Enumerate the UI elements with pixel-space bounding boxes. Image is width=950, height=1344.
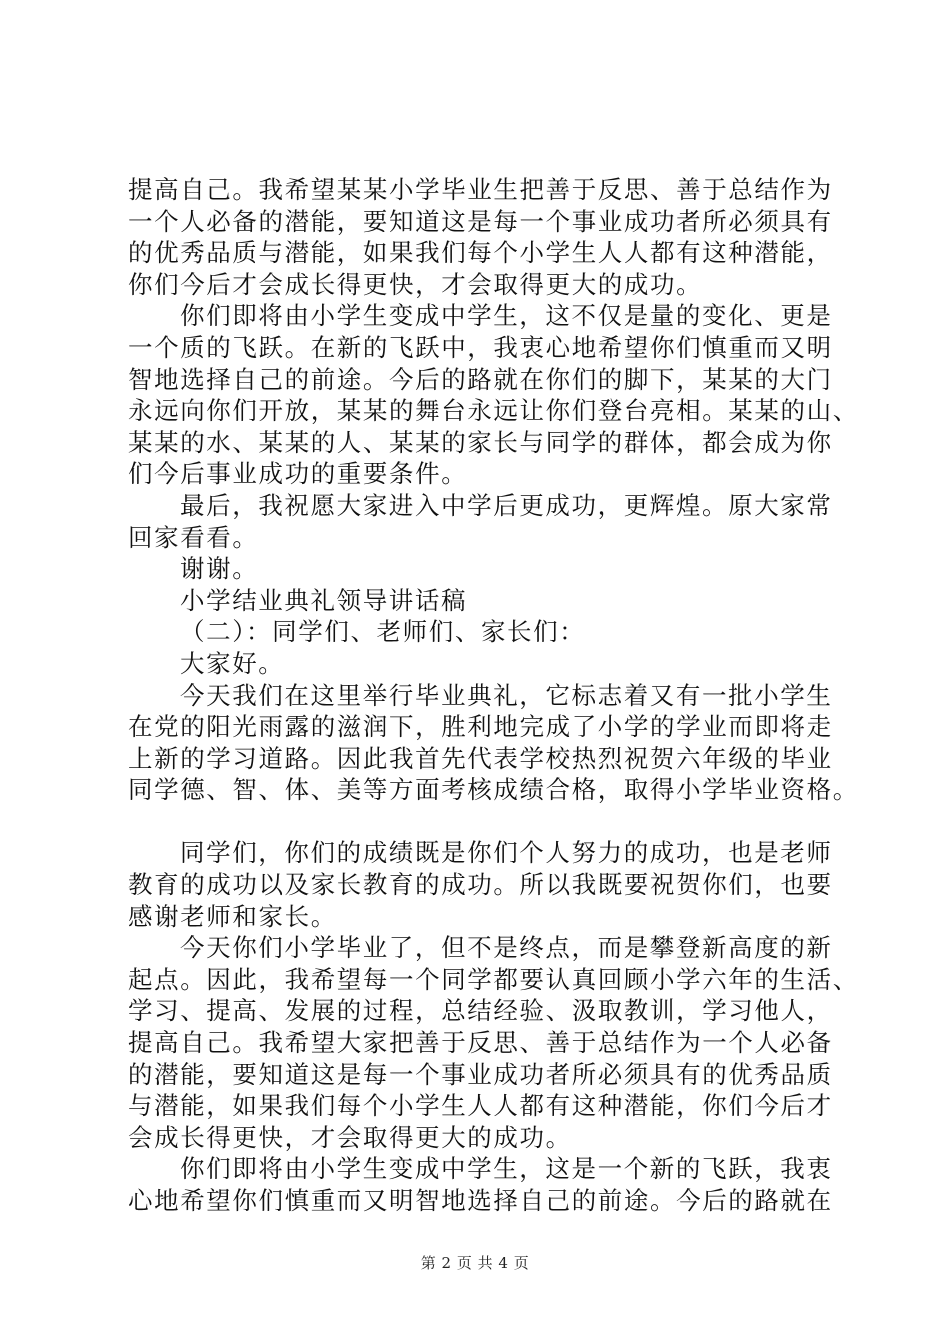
text-line: 教育的成功以及家长教育的成功。所以我既要祝贺你们，也要: [128, 870, 833, 900]
text-line: 们今后事业成功的重要条件。: [128, 459, 468, 489]
text-line: （二）：同学们、老师们、家长们：: [180, 617, 586, 647]
text-line: 一个人必备的潜能，要知道这是每一个事业成功者所必须具有: [128, 206, 833, 236]
text-line: 大家好。: [180, 648, 285, 678]
document-body: [128, 174, 859, 1217]
text-line: 起点。因此，我希望每一个同学都要认真回顾小学六年的生活、: [128, 964, 859, 994]
text-line: 同学们，你们的成绩既是你们个人努力的成功，也是老师: [180, 838, 833, 868]
text-line: 某某的水、某某的人、某某的家长与同学的群体，都会成为你: [128, 427, 833, 457]
text-line: 最后，我祝愿大家进入中学后更成功，更辉煌。原大家常: [180, 490, 833, 520]
text-line: 一个质的飞跃。在新的飞跃中，我衷心地希望你们慎重而又明: [128, 332, 833, 362]
text-line: 你们即将由小学生变成中学生，这是一个新的飞跃，我衷: [180, 1154, 833, 1184]
text-line: 今天我们在这里举行毕业典礼，它标志着又有一批小学生: [180, 680, 833, 710]
text-line: 同学德、智、体、美等方面考核成绩合格，取得小学毕业资格。: [128, 775, 859, 805]
text-line: 今天你们小学毕业了，但不是终点，而是攀登新高度的新: [180, 933, 833, 963]
text-line: 会成长得更快，才会取得更大的成功。: [128, 1122, 572, 1152]
text-line: 谢谢。: [180, 554, 259, 584]
text-line: 提高自己。我希望大家把善于反思、善于总结作为一个人必备: [128, 1028, 833, 1058]
page-footer: 第 2 页 共 4 页: [420, 1254, 530, 1272]
text-line: 感谢老师和家长。: [128, 901, 337, 931]
text-line: 提高自己。我希望某某小学毕业生把善于反思、善于总结作为: [128, 175, 833, 204]
text-line: 在党的阳光雨露的滋润下，胜利地完成了小学的学业而即将走: [128, 712, 833, 742]
text-line: 智地选择自己的前途。今后的路就在你们的脚下，某某的大门: [128, 364, 833, 394]
text-line: 你们今后才会成长得更快，才会取得更大的成功。: [128, 269, 703, 299]
text-line: 小学结业典礼领导讲话稿: [180, 585, 468, 615]
text-line: 的优秀品质与潜能，如果我们每个小学生人人都有这种潜能，: [128, 238, 833, 268]
text-line: 你们即将由小学生变成中学生，这不仅是量的变化、更是: [180, 301, 833, 331]
text-line: 学习、提高、发展的过程，总结经验、汲取教训，学习他人，: [128, 996, 833, 1026]
text-line: 回家看看。: [128, 522, 259, 552]
blank-line: [128, 806, 848, 838]
text-line: 与潜能，如果我们每个小学生人人都有这种潜能，你们今后才: [128, 1091, 833, 1121]
text-line: 永远向你们开放，某某的舞台永远让你们登台亮相。某某的山、: [128, 396, 859, 426]
text-line: 上新的学习道路。因此我首先代表学校热烈祝贺六年级的毕业: [128, 743, 833, 773]
text-line: 心地希望你们慎重而又明智地选择自己的前途。今后的路就在: [128, 1186, 833, 1215]
text-line: 的潜能，要知道这是每一个事业成功者所必须具有的优秀品质: [128, 1059, 833, 1089]
